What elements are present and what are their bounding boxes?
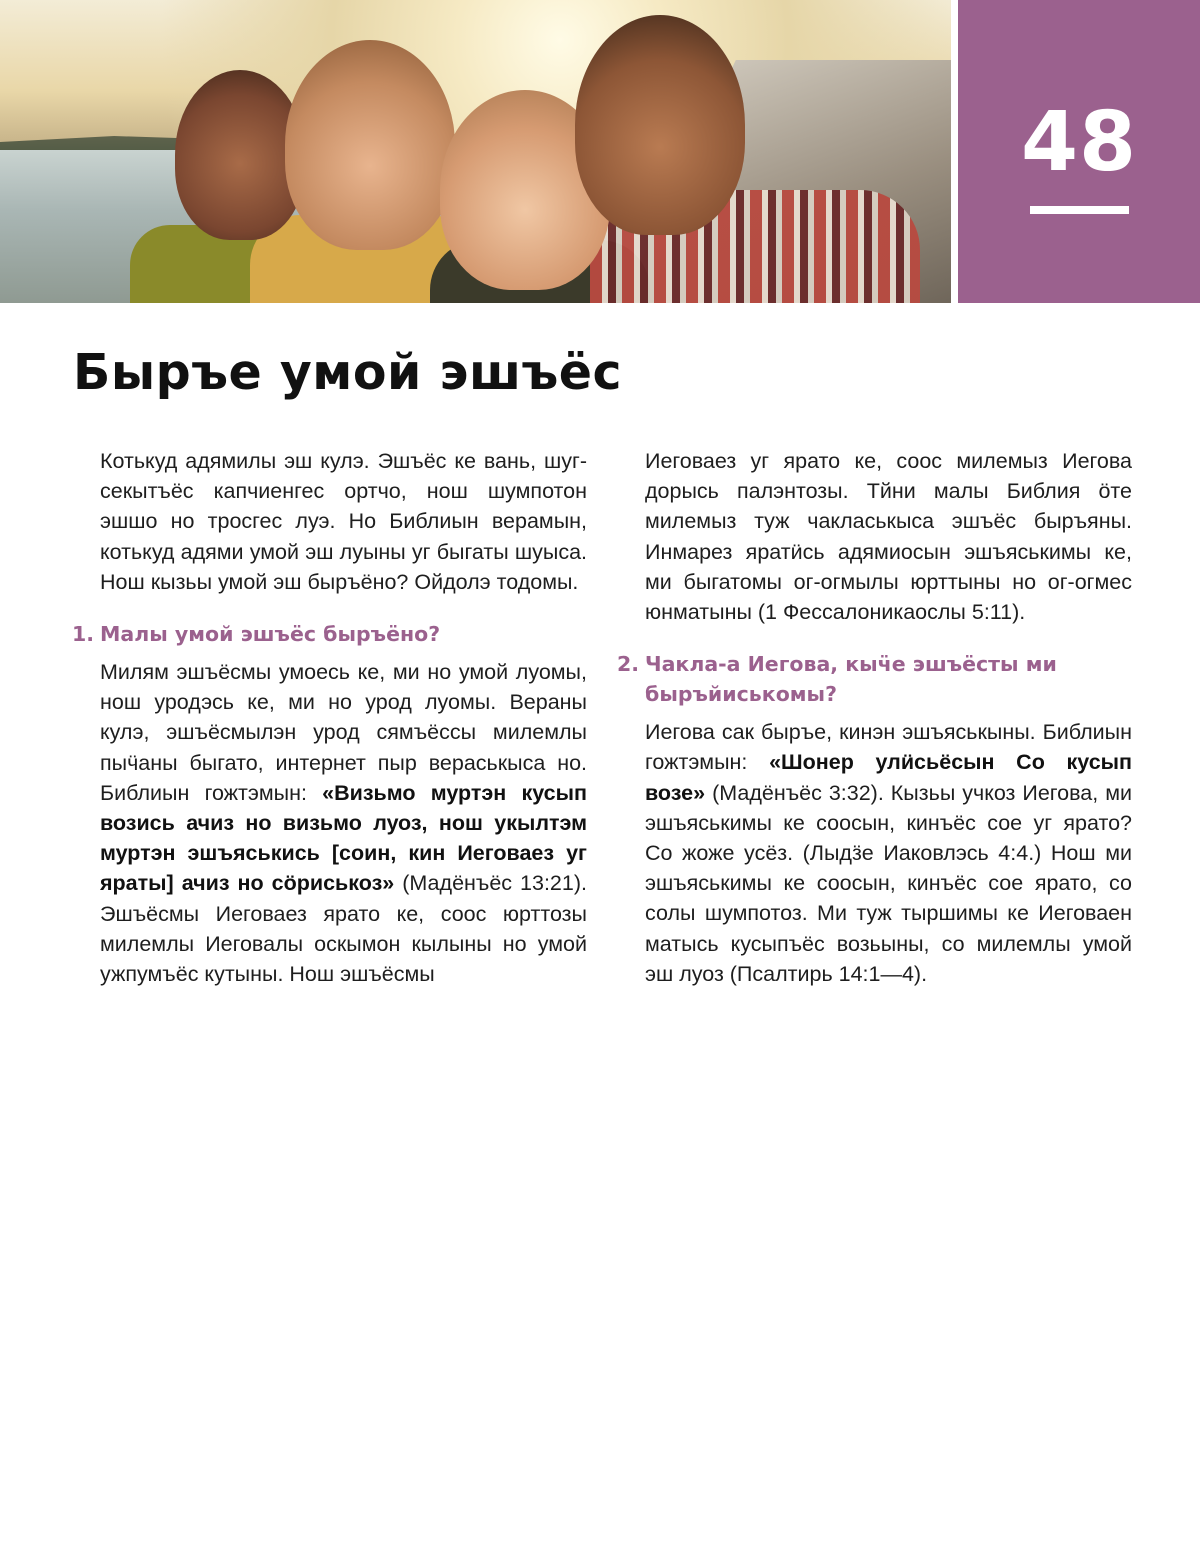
answer-1-paragraph	[100, 657, 587, 989]
right-column	[617, 446, 1132, 989]
lesson-number-badge	[958, 0, 1200, 303]
answer-2-scripture: «Шонер улӥсьёсын Со кусып возе»	[645, 750, 1132, 805]
question-2-number: 2.	[617, 652, 640, 677]
question-1	[72, 619, 587, 649]
answer-1-text-after: (Мадёнъёс 13:21). Эшъёсмы Иеговаез ярато ке, соос юрттозы милемлы Иеговалы оскымон кылыны но умой ужпумъёс кутыны. Нош эшъёсмы	[100, 871, 587, 987]
question-2	[617, 649, 1132, 709]
answer-2-text-before: Иегова сак быръе, кинэн эшъяськыны. Библиын гожтэмын:	[645, 720, 1132, 775]
hero-photo	[0, 0, 951, 303]
answer-1-scripture: «Визьмо муртэн кусып возись ачиз но визьмо луоз, нош укылтэм муртэн эшъяськись [соин, кин Иеговаез уг яраты] ачиз но сӧриськоз»	[100, 780, 587, 896]
answer-2-text-after: (Мадёнъёс 3:32). Кызьы учкоз Иегова, ми эшъяськимы ке соосын, кинъёс сое уг ярато? Со жоже усёз. (Лыдӟе Иаковлэсь 4:4.) Нош ми эшъяськимы ке соосын, кинъёс сое ярато, со солы шумпотоз. Ми туж тыршимы ке Иеговаен матысь кусыпъёс возьыны, со милемлы умой эш луоз (Псалтирь 14:1—4).	[645, 780, 1132, 986]
person-2	[285, 40, 455, 250]
left-column	[72, 446, 587, 989]
person-4	[575, 15, 745, 235]
intro-continuation: Иеговаез уг ярато ке, соос милемыз Иегова дорысь палэнтозы. Тйни малы Библия ӧте милемыз туж чакласькыса эшъёс быръяны. Инмарез яратӥсь адямиосын эшъяськимы ке, ми быгатомы ог-огмылы юрттыны но ог-огмес юнматыны (1 Фессалоникаослы 5:11).	[645, 449, 1132, 625]
lesson-number: 48	[1020, 95, 1138, 190]
page-title: Быръе умой эшъёс	[73, 344, 623, 401]
badge-underline	[1030, 206, 1129, 214]
answer-1-text-before: Милям эшъёсмы умоесь ке, ми но умой луомы, нош уродэсь ке, ми но урод луомы. Вераны кулэ, эшъёсмылэн урод сямъёссы милемлы пыӵаны быгато, интернет пыр вераськыса но. Библиын гожтэмын:	[100, 660, 587, 805]
question-1-text: Малы умой эшъёс быръёно?	[100, 622, 441, 647]
intro-paragraph: Котькуд адямилы эш кулэ. Эшъёс ке вань, шуг-секытъёс капчиенгес ортчо, нош шумпотон эшшо но тросгес луэ. Но Библиын верамын, котькуд адями умой эш луыны уг быгаты шуыса. Нош кызьы умой эш быръёно? Ойдолэ тодомы.	[100, 449, 587, 594]
question-2-text: Чакла-а Иегова, кыӵе эшъёсты ми быръйиськомы?	[645, 652, 1057, 707]
answer-2-paragraph	[645, 717, 1132, 989]
question-1-number: 1.	[72, 622, 95, 647]
